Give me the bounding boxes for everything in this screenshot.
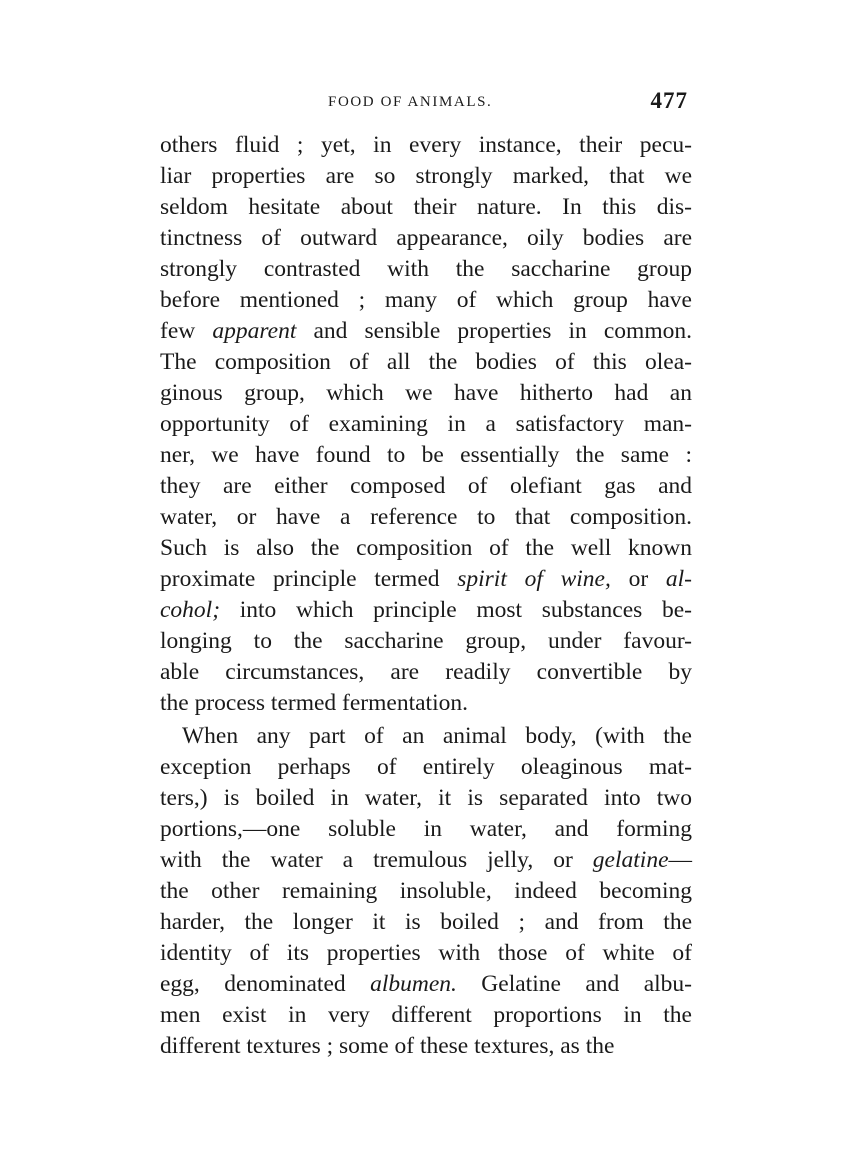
text-segment: ner, we have found to be essentially the same :	[160, 442, 692, 468]
text-line	[160, 626, 692, 657]
text-line	[160, 502, 692, 533]
text-line	[160, 1031, 692, 1062]
text-segment: Such is also the composition of the well known	[160, 535, 692, 561]
italic-text: apparent	[212, 318, 297, 344]
text-segment: proximate principle termed	[160, 566, 458, 592]
text-line	[160, 564, 692, 595]
text-line	[160, 285, 692, 316]
text-segment: and sensible properties in common.	[296, 318, 692, 344]
text-line	[160, 969, 692, 1000]
text-line	[160, 657, 692, 688]
running-title: FOOD OF ANIMALS.	[328, 94, 493, 110]
text-line	[160, 876, 692, 907]
text-segment: liar properties are so strongly marked, that we	[160, 163, 692, 189]
text-segment: The composition of all the bodies of this olea-	[160, 349, 692, 375]
text-segment: water, or have a reference to that composition.	[160, 504, 692, 530]
italic-text: spirit of wine,	[457, 566, 611, 592]
text-segment: strongly contrasted with the saccharine group	[160, 256, 692, 282]
text-segment: egg, denominated	[160, 971, 371, 997]
text-line	[160, 783, 692, 814]
text-line	[160, 130, 692, 161]
text-line	[160, 471, 692, 502]
text-line	[160, 688, 692, 719]
text-segment: few	[160, 318, 213, 344]
text-segment: identity of its properties with those of white of	[160, 940, 692, 966]
text-segment: men exist in very different proportions in the	[160, 1002, 692, 1028]
text-line	[160, 595, 692, 626]
text-segment: —	[668, 847, 692, 873]
text-line	[160, 409, 692, 440]
text-segment: ters,) is boiled in water, it is separated into two	[160, 785, 692, 811]
text-line	[160, 347, 692, 378]
text-segment: they are either composed of olefiant gas and	[160, 473, 692, 499]
text-segment: tinctness of outward appearance, oily bodies are	[160, 225, 692, 251]
text-line	[160, 533, 692, 564]
text-segment: able circumstances, are readily convertible by	[160, 659, 692, 685]
text-segment: opportunity of examining in a satisfactory man-	[160, 411, 692, 437]
text-line	[160, 378, 692, 409]
italic-text: gelatine	[592, 847, 669, 873]
text-segment: or	[610, 566, 666, 592]
text-segment: When any part of an animal body, (with the	[182, 723, 692, 749]
text-segment: the process termed fermentation.	[160, 690, 468, 716]
text-segment: exception perhaps of entirely oleaginous mat-	[160, 754, 692, 780]
text-line	[160, 1000, 692, 1031]
text-line	[160, 161, 692, 192]
text-line	[160, 440, 692, 471]
text-line	[160, 814, 692, 845]
text-segment: harder, the longer it is boiled ; and from the	[160, 909, 692, 935]
text-line	[160, 907, 692, 938]
text-line	[160, 223, 692, 254]
text-line	[160, 845, 692, 876]
text-line	[160, 721, 692, 752]
text-segment: with the water a tremulous jelly, or	[160, 847, 593, 873]
italic-text: cohol;	[160, 597, 221, 623]
text-segment: seldom hesitate about their nature. In this dis-	[160, 194, 692, 220]
text-segment: others fluid ; yet, in every instance, their pecu-	[160, 132, 692, 158]
text-segment: longing to the saccharine group, under favour-	[160, 628, 692, 654]
text-segment: ginous group, which we have hitherto had an	[160, 380, 692, 406]
text-line	[160, 254, 692, 285]
text-segment: Gelatine and albu-	[456, 971, 692, 997]
text-segment: the other remaining insoluble, indeed becoming	[160, 878, 692, 904]
paragraph	[160, 721, 692, 1062]
text-line	[160, 752, 692, 783]
text-line	[160, 192, 692, 223]
text-segment: before mentioned ; many of which group have	[160, 287, 692, 313]
text-segment: different textures ; some of these textures, as the	[160, 1033, 615, 1059]
italic-text: albumen.	[370, 971, 457, 997]
body-text	[160, 130, 692, 1062]
italic-text: al-	[665, 566, 692, 592]
text-segment: portions,—one soluble in water, and forming	[160, 816, 692, 842]
running-head	[160, 88, 692, 122]
text-segment: into which principle most substances be-	[220, 597, 692, 623]
paragraph	[160, 130, 692, 719]
text-line	[160, 316, 692, 347]
page-number: 477	[650, 88, 688, 113]
text-line	[160, 938, 692, 969]
